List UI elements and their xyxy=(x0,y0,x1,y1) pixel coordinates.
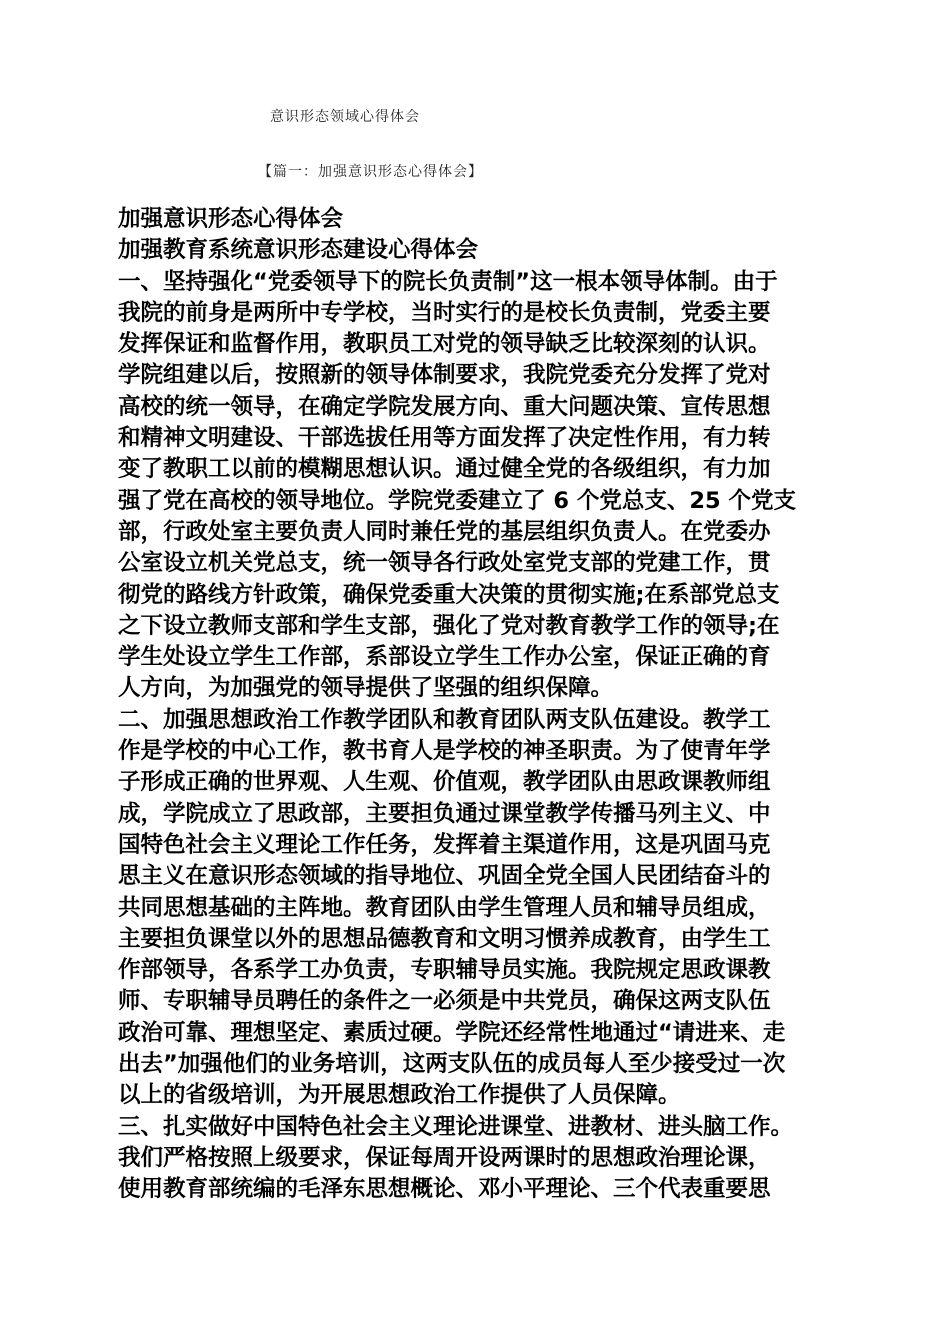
text-line: 子形成正确的世界观、人生观、价值观，教学团队由思政课教师组 xyxy=(118,769,771,796)
text-line: 公室设立机关党总支，统一领导各行政处室党支部的党建工作，贯 xyxy=(118,550,771,577)
text-line: 加强意识形态心得体会 xyxy=(118,206,344,232)
text-line: 变了教职工以前的模糊思想认识。通过健全党的各级组织，有力加 xyxy=(118,456,771,483)
text-line: 强了党在高校的领导地位。学院党委建立了 6 个党总支、25 个党支 xyxy=(118,487,796,514)
text-line: 三、扎实做好中国特色社会主义理论进课堂、进教材、进头脑工作。 xyxy=(118,1113,794,1140)
text-line: 学生处设立学生工作部，系部设立学生工作办公室，保证正确的育 xyxy=(118,644,771,671)
text-line: 成，学院成立了思政部，主要担负通过课堂教学传播马列主义、中 xyxy=(118,800,771,827)
body-text xyxy=(118,204,838,1206)
text-line: 发挥保证和监督作用，教职员工对党的领导缺乏比较深刻的认识。 xyxy=(118,331,771,358)
text-line: 彻党的路线方针政策，确保党委重大决策的贯彻实施;在系部党总支 xyxy=(118,581,780,608)
text-line: 思主义在意识形态领域的指导地位、巩固全党全国人民团结奋斗的 xyxy=(118,863,771,890)
text-line: 部，行政处室主要负责人同时兼任党的基层组织负责人。在党委办 xyxy=(118,518,771,545)
text-line: 主要担负课堂以外的思想品德教育和文明习惯养成教育，由学生工 xyxy=(118,925,771,952)
text-line: 学院组建以后，按照新的领导体制要求，我院党委充分发挥了党对 xyxy=(118,362,771,389)
text-line: 加强教育系统意识形态建设心得体会 xyxy=(118,237,479,264)
text-line: 以上的省级培训，为开展思想政治工作提供了人员保障。 xyxy=(118,1082,681,1109)
text-line: 之下设立教师支部和学生支部，强化了党对教育教学工作的领导;在 xyxy=(118,612,780,639)
text-line: 高校的统一领导，在确定学院发展方向、重大问题决策、宣传思想 xyxy=(118,393,771,420)
text-line: 使用教育部统编的毛泽东思想概论、邓小平理论、三个代表重要思 xyxy=(118,1176,771,1203)
text-line: 我院的前身是两所中专学校，当时实行的是校长负责制，党委主要 xyxy=(118,299,771,326)
text-line: 二、加强思想政治工作教学团队和教育团队两支队伍建设。教学工 xyxy=(118,706,771,733)
text-line: 出去”加强他们的业务培训，这两支队伍的成员每人至少接受过一次 xyxy=(118,1051,786,1078)
document-title: 意识形态领域心得体会 xyxy=(270,109,420,125)
text-line: 和精神文明建设、干部选拔任用等方面发挥了决定性作用，有力转 xyxy=(118,425,771,452)
text-line: 作是学校的中心工作，教书育人是学校的神圣职责。为了使青年学 xyxy=(118,738,771,765)
text-line: 一、坚持强化“党委领导下的院长负责制”这一根本领导体制。由于 xyxy=(118,268,778,295)
text-line: 作部领导，各系学工办负责，专职辅导员实施。我院规定思政课教 xyxy=(118,957,771,984)
text-line: 师、专职辅导员聘任的条件之一必须是中共党员，确保这两支队伍 xyxy=(118,988,771,1015)
text-line: 人方向，为加强党的领导提供了坚强的组织保障。 xyxy=(118,675,614,702)
text-line: 共同思想基础的主阵地。教育团队由学生管理人员和辅导员组成， xyxy=(118,894,771,921)
text-line: 我们严格按照上级要求，保证每周开设两课时的思想政治理论课， xyxy=(118,1144,771,1171)
chapter-heading: 【篇一：加强意识形态心得体会】 xyxy=(258,164,483,180)
text-line: 国特色社会主义理论工作任务，发挥着主渠道作用，这是巩固马克 xyxy=(118,831,771,858)
text-line: 政治可靠、理想坚定、素质过硬。学院还经常性地通过“请进来、走 xyxy=(118,1019,786,1046)
